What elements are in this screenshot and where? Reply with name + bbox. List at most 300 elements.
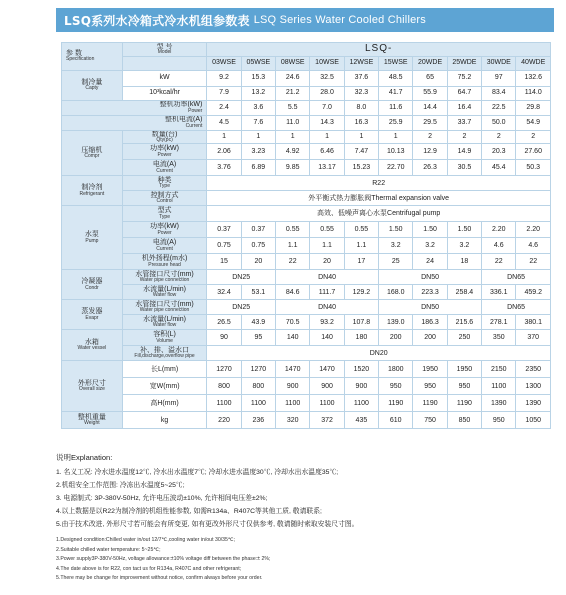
overall-size-label bbox=[62, 361, 123, 412]
table-row bbox=[62, 191, 551, 206]
dim-width-cell: 800 bbox=[241, 378, 275, 395]
tank-volume-cell: 95 bbox=[241, 330, 275, 346]
dim-height-cell: 1100 bbox=[310, 395, 344, 412]
ref-control-label-en: Control bbox=[156, 198, 173, 205]
table-row bbox=[62, 378, 551, 395]
comp-power-cell: 27.60 bbox=[516, 144, 551, 160]
cooling-kw-cell: 24.6 bbox=[276, 70, 310, 86]
tank-pipe-value: DN20 bbox=[207, 346, 551, 361]
table-row bbox=[62, 395, 551, 412]
ref-control-label-cn: 控制方式 bbox=[150, 191, 179, 199]
evaporator-flow-cell: 278.1 bbox=[482, 315, 516, 330]
cooling-kcal-cell: 83.4 bbox=[482, 86, 516, 100]
condenser-conn-label bbox=[122, 270, 207, 285]
cooling-kcal-cell: 64.7 bbox=[447, 86, 481, 100]
explanation-cn-line: 4.以上数据是以R22为制冷剂的机组性能参数, 如需R134a、R407C等其他工质, 敬请联系; bbox=[56, 508, 322, 515]
weight-cell: 850 bbox=[447, 412, 481, 429]
comp-current-cell: 6.89 bbox=[241, 160, 275, 176]
evaporator-flow-label-cn: 水流量(L/min) bbox=[143, 315, 186, 323]
cooling-kw-cell: 97 bbox=[482, 70, 516, 86]
condenser-flow-label bbox=[122, 285, 207, 300]
table-row bbox=[62, 270, 551, 285]
cooling-kw-cell: 65 bbox=[413, 70, 447, 86]
spec-header-en: Specification bbox=[66, 56, 95, 63]
comp-power-label-cn: 功率(kW) bbox=[150, 145, 179, 153]
dim-width-cell: 1300 bbox=[516, 378, 551, 395]
pump-current-label bbox=[122, 238, 207, 254]
pump-current-cell: 3.2 bbox=[447, 238, 481, 254]
total-current-label bbox=[62, 115, 207, 130]
total-current-cell: 25.9 bbox=[379, 115, 413, 130]
table-row bbox=[62, 43, 551, 57]
cooling-capacity-label bbox=[62, 70, 123, 100]
total-current-cell: 11.0 bbox=[276, 115, 310, 130]
table-row bbox=[62, 56, 551, 70]
evaporator-flow-cell: 43.9 bbox=[241, 315, 275, 330]
dim-length-label: 长L(mm) bbox=[122, 361, 207, 378]
pump-current-label-cn: 电流(A) bbox=[152, 239, 177, 247]
total-power-cell: 2.4 bbox=[207, 100, 241, 115]
total-current-label-cn: 整机电流(A) bbox=[165, 116, 203, 124]
table-row bbox=[62, 206, 551, 222]
dim-width-cell: 800 bbox=[207, 378, 241, 395]
ref-control-value: 外平衡式热力膨胀阀Thermal expansion valve bbox=[207, 191, 551, 206]
evaporator-label-cn: 蒸发器 bbox=[81, 308, 103, 316]
cooling-kw-cell: 48.5 bbox=[379, 70, 413, 86]
weight-cell: 1050 bbox=[516, 412, 551, 429]
explanation-en-line: 1.Designed condition:Chilled water in/out 12/7℃,cooling water in/out 30/35℃; bbox=[56, 537, 236, 543]
condenser-flow-cell: 336.1 bbox=[482, 285, 516, 300]
tank-pipe-label bbox=[122, 346, 207, 361]
cooling-kw-cell: 15.3 bbox=[241, 70, 275, 86]
weight-cell: 950 bbox=[482, 412, 516, 429]
cooling-kcal-cell: 7.9 bbox=[207, 86, 241, 100]
weight-label bbox=[62, 412, 123, 429]
evaporator-conn-value: DN40 bbox=[276, 300, 379, 315]
spec-header bbox=[62, 43, 123, 71]
weight-cell: 236 bbox=[241, 412, 275, 429]
pump-power-label-en: Power bbox=[157, 229, 172, 236]
table-row bbox=[62, 315, 551, 330]
comp-current-cell: 15.23 bbox=[344, 160, 378, 176]
overall-size-label-cn: 外形尺寸 bbox=[77, 379, 106, 387]
weight-cell: 750 bbox=[413, 412, 447, 429]
comp-qty-label-cn: 数量(台) bbox=[151, 130, 178, 138]
spec-table bbox=[61, 42, 551, 429]
evaporator-flow-cell: 26.5 bbox=[207, 315, 241, 330]
model-name: 25WDE bbox=[447, 56, 481, 70]
cooling-kcal-cell: 13.2 bbox=[241, 86, 275, 100]
comp-current-cell: 26.3 bbox=[413, 160, 447, 176]
cooling-kcal-cell: 55.9 bbox=[413, 86, 447, 100]
pump-power-cell: 0.37 bbox=[207, 222, 241, 238]
total-current-label-en: Current bbox=[185, 122, 203, 129]
refrigerant-label-en: Refrigerant bbox=[79, 190, 105, 197]
comp-power-cell: 12.9 bbox=[413, 144, 447, 160]
condenser-conn-value: DN40 bbox=[276, 270, 379, 285]
total-power-label bbox=[62, 100, 207, 115]
model-name: 05WSE bbox=[241, 56, 275, 70]
refrigerant-label-cn: 制冷剂 bbox=[81, 184, 103, 192]
total-current-cell: 4.5 bbox=[207, 115, 241, 130]
dim-height-label: 高H(mm) bbox=[122, 395, 207, 412]
condenser-flow-cell: 84.6 bbox=[276, 285, 310, 300]
weight-cell: 320 bbox=[276, 412, 310, 429]
dim-length-cell: 1270 bbox=[207, 361, 241, 378]
condenser-flow-cell: 129.2 bbox=[344, 285, 378, 300]
dim-width-cell: 900 bbox=[344, 378, 378, 395]
pump-current-cell: 3.2 bbox=[379, 238, 413, 254]
pump-current-cell: 4.6 bbox=[482, 238, 516, 254]
overall-size-label-en: Overall size bbox=[78, 386, 105, 393]
condenser-flow-cell: 168.0 bbox=[379, 285, 413, 300]
evaporator-conn-value: DN25 bbox=[207, 300, 276, 315]
dim-width-cell: 950 bbox=[379, 378, 413, 395]
unit-kg: kg bbox=[122, 412, 207, 429]
pump-current-label-en: Current bbox=[156, 245, 173, 252]
pump-power-cell: 1.50 bbox=[379, 222, 413, 238]
dim-length-cell: 1270 bbox=[241, 361, 275, 378]
pump-current-cell: 1.1 bbox=[310, 238, 344, 254]
ref-type-label-en: Type bbox=[159, 183, 170, 190]
evaporator-conn-value: DN65 bbox=[482, 300, 551, 315]
table-row bbox=[62, 70, 551, 86]
dim-height-cell: 1190 bbox=[413, 395, 447, 412]
dim-width-cell: 1100 bbox=[482, 378, 516, 395]
total-power-cell: 5.5 bbox=[276, 100, 310, 115]
total-power-label-en: Power bbox=[188, 107, 203, 114]
tank-volume-cell: 140 bbox=[276, 330, 310, 346]
comp-current-cell: 9.85 bbox=[276, 160, 310, 176]
condenser-flow-label-cn: 水流量(L/min) bbox=[143, 285, 186, 293]
pump-head-cell: 22 bbox=[482, 254, 516, 270]
evaporator-flow-label bbox=[122, 315, 207, 330]
tank-volume-cell: 140 bbox=[310, 330, 344, 346]
evaporator-flow-cell: 186.3 bbox=[413, 315, 447, 330]
weight-cell: 435 bbox=[344, 412, 378, 429]
pump-power-cell: 2.20 bbox=[516, 222, 551, 238]
evaporator-conn-label bbox=[122, 300, 207, 315]
condenser-conn-value: DN65 bbox=[482, 270, 551, 285]
cooling-kw-cell: 9.2 bbox=[207, 70, 241, 86]
model-name: 15WSE bbox=[379, 56, 413, 70]
total-current-cell: 54.9 bbox=[516, 115, 551, 130]
comp-power-cell: 7.47 bbox=[344, 144, 378, 160]
pump-type-label-en: Type bbox=[159, 213, 170, 220]
spec-table-body bbox=[62, 43, 551, 429]
table-row bbox=[62, 160, 551, 176]
total-power-cell: 16.4 bbox=[447, 100, 481, 115]
dim-width-label: 宽W(mm) bbox=[122, 378, 207, 395]
table-row bbox=[62, 330, 551, 346]
table-row bbox=[62, 254, 551, 270]
dim-length-cell: 1800 bbox=[379, 361, 413, 378]
explanation-en-line: 3.Power supply3P-380V-50Hz, voltage allowance:±10% voltage diff between the phase:± 2%; bbox=[56, 556, 271, 562]
tank-pipe-label-en: Fill,discharge,overflow pipe bbox=[134, 353, 195, 360]
condenser-flow-cell: 111.7 bbox=[310, 285, 344, 300]
dim-width-cell: 900 bbox=[276, 378, 310, 395]
comp-current-cell: 30.5 bbox=[447, 160, 481, 176]
explanation-cn bbox=[56, 466, 556, 531]
table-row bbox=[62, 115, 551, 130]
compressor-label-en: Compr bbox=[84, 152, 100, 159]
model-name: 08WSE bbox=[276, 56, 310, 70]
tank-volume-cell: 350 bbox=[482, 330, 516, 346]
pump-head-cell: 25 bbox=[379, 254, 413, 270]
pump-current-cell: 3.2 bbox=[413, 238, 447, 254]
ref-type-value: R22 bbox=[207, 176, 551, 191]
pump-head-cell: 18 bbox=[447, 254, 481, 270]
model-header-en: Model bbox=[157, 49, 172, 56]
comp-qty-cell: 2 bbox=[482, 130, 516, 144]
comp-power-cell: 2.06 bbox=[207, 144, 241, 160]
dim-height-cell: 1390 bbox=[482, 395, 516, 412]
table-row bbox=[62, 238, 551, 254]
condenser-flow-cell: 53.1 bbox=[241, 285, 275, 300]
condenser-label-en: Condr bbox=[85, 284, 99, 291]
pump-label-cn: 水泵 bbox=[84, 231, 99, 239]
total-power-cell: 8.0 bbox=[344, 100, 378, 115]
series-label: LSQ- bbox=[365, 43, 393, 55]
condenser-conn-value: DN50 bbox=[379, 270, 482, 285]
unit-kw: kW bbox=[122, 70, 207, 86]
explanation-cn-line: 2.机组安全工作范围: 冷冻出水温度5~25℃; bbox=[56, 482, 185, 489]
pump-head-cell: 22 bbox=[276, 254, 310, 270]
total-power-cell: 7.0 bbox=[310, 100, 344, 115]
cooling-kw-cell: 132.6 bbox=[516, 70, 551, 86]
series-header bbox=[207, 43, 551, 57]
comp-qty-cell: 1 bbox=[344, 130, 378, 144]
tank-volume-label bbox=[122, 330, 207, 346]
total-current-cell: 14.3 bbox=[310, 115, 344, 130]
cooling-kw-cell: 37.6 bbox=[344, 70, 378, 86]
comp-power-cell: 10.13 bbox=[379, 144, 413, 160]
unit-kcal: 10³kcal/hr bbox=[122, 86, 207, 100]
condenser-flow-cell: 32.4 bbox=[207, 285, 241, 300]
condenser-flow-cell: 258.4 bbox=[447, 285, 481, 300]
water-tank-label-en: Water vessel bbox=[77, 345, 107, 352]
dim-length-cell: 1950 bbox=[447, 361, 481, 378]
evaporator-label bbox=[62, 300, 123, 330]
dim-width-cell: 950 bbox=[413, 378, 447, 395]
pump-type-label bbox=[122, 206, 207, 222]
comp-power-cell: 6.46 bbox=[310, 144, 344, 160]
ref-control-label bbox=[122, 191, 207, 206]
table-row bbox=[62, 285, 551, 300]
dim-height-cell: 1100 bbox=[344, 395, 378, 412]
condenser-label-cn: 冷凝器 bbox=[81, 278, 103, 286]
pump-power-label bbox=[122, 222, 207, 238]
evaporator-label-en: Evapr bbox=[85, 314, 99, 321]
tank-volume-cell: 90 bbox=[207, 330, 241, 346]
table-row bbox=[62, 412, 551, 429]
comp-qty-cell: 1 bbox=[207, 130, 241, 144]
table-row bbox=[62, 300, 551, 315]
model-blank bbox=[122, 56, 207, 70]
comp-qty-cell: 1 bbox=[310, 130, 344, 144]
table-row bbox=[62, 86, 551, 100]
comp-qty-cell: 1 bbox=[379, 130, 413, 144]
water-tank-label-cn: 水箱 bbox=[84, 338, 99, 346]
comp-power-label bbox=[122, 144, 207, 160]
comp-current-cell: 13.17 bbox=[310, 160, 344, 176]
explanation-cn-line: 3. 电源制式: 3P-380V-50Hz, 允许电压波动±10%, 允许相间电压差±2%; bbox=[56, 495, 268, 502]
comp-qty-label-en: Qty(pc) bbox=[156, 136, 173, 143]
pump-current-cell: 1.1 bbox=[276, 238, 310, 254]
comp-power-cell: 14.9 bbox=[447, 144, 481, 160]
dim-length-cell: 1520 bbox=[344, 361, 378, 378]
explanation-en bbox=[56, 536, 556, 584]
dim-length-cell: 1470 bbox=[276, 361, 310, 378]
ref-type-label-cn: 种类 bbox=[157, 176, 172, 184]
pump-head-label-en: Pressure head bbox=[148, 261, 181, 268]
table-row bbox=[62, 144, 551, 160]
water-tank-label bbox=[62, 330, 123, 361]
condenser-conn-label-cn: 水管接口尺寸(mm) bbox=[135, 270, 194, 278]
weight-cell: 610 bbox=[379, 412, 413, 429]
comp-power-cell: 3.23 bbox=[241, 144, 275, 160]
model-header-cn: 型 号 bbox=[156, 43, 173, 50]
condenser-flow-cell: 223.3 bbox=[413, 285, 447, 300]
weight-cell: 372 bbox=[310, 412, 344, 429]
table-row bbox=[62, 346, 551, 361]
pump-power-cell: 0.55 bbox=[344, 222, 378, 238]
comp-power-cell: 4.92 bbox=[276, 144, 310, 160]
model-header bbox=[122, 43, 207, 57]
total-current-cell: 16.3 bbox=[344, 115, 378, 130]
model-name: 12WSE bbox=[344, 56, 378, 70]
compressor-label-cn: 压缩机 bbox=[81, 146, 103, 154]
table-row bbox=[62, 100, 551, 115]
model-name: 30WDE bbox=[482, 56, 516, 70]
pump-type-label-cn: 型式 bbox=[157, 207, 172, 215]
pump-current-cell: 0.75 bbox=[207, 238, 241, 254]
spec-header-cn: 参 数 bbox=[66, 50, 82, 57]
total-power-cell: 29.8 bbox=[516, 100, 551, 115]
cooling-kcal-cell: 32.3 bbox=[344, 86, 378, 100]
comp-qty-label bbox=[122, 130, 207, 144]
evaporator-conn-label-en: Water pipe connection bbox=[139, 307, 190, 314]
pump-type-value: 高效、低噪声离心水泵Centrifugal pump bbox=[207, 206, 551, 222]
title-en: LSQ Series Water Cooled Chillers bbox=[253, 14, 426, 26]
tank-volume-cell: 200 bbox=[379, 330, 413, 346]
compressor-label bbox=[62, 130, 123, 176]
table-title-bar bbox=[56, 8, 554, 32]
dim-length-cell: 1950 bbox=[413, 361, 447, 378]
table-row bbox=[62, 176, 551, 191]
total-power-label-cn: 整机功率(kW) bbox=[159, 101, 203, 109]
explanation-title: 说明Explanation: bbox=[56, 453, 113, 462]
pump-current-cell: 1.1 bbox=[344, 238, 378, 254]
condenser-label bbox=[62, 270, 123, 300]
pump-power-cell: 0.55 bbox=[276, 222, 310, 238]
cooling-kw-cell: 75.2 bbox=[447, 70, 481, 86]
total-power-cell: 14.4 bbox=[413, 100, 447, 115]
comp-qty-cell: 2 bbox=[413, 130, 447, 144]
pump-power-cell: 0.37 bbox=[241, 222, 275, 238]
comp-qty-cell: 2 bbox=[447, 130, 481, 144]
model-name: 10WSE bbox=[310, 56, 344, 70]
tank-volume-cell: 250 bbox=[447, 330, 481, 346]
pump-current-cell: 0.75 bbox=[241, 238, 275, 254]
cooling-kcal-cell: 114.0 bbox=[516, 86, 551, 100]
pump-power-cell: 0.55 bbox=[310, 222, 344, 238]
evaporator-flow-cell: 70.5 bbox=[276, 315, 310, 330]
pump-head-cell: 24 bbox=[413, 254, 447, 270]
pump-power-cell: 1.50 bbox=[413, 222, 447, 238]
explanation-en-line: 4.The date above is for R22, con tact us for R134a, R407C and other refrigerant; bbox=[56, 565, 242, 572]
evaporator-flow-cell: 139.0 bbox=[379, 315, 413, 330]
comp-qty-cell: 2 bbox=[516, 130, 551, 144]
comp-current-cell: 45.4 bbox=[482, 160, 516, 176]
dim-height-cell: 1190 bbox=[379, 395, 413, 412]
cooling-kw-cell: 32.5 bbox=[310, 70, 344, 86]
comp-qty-cell: 1 bbox=[276, 130, 310, 144]
condenser-flow-label-en: Water flow bbox=[152, 292, 177, 299]
cooling-capacity-label-cn: 制冷量 bbox=[81, 78, 103, 86]
explanation-cn-line: 1. 名义工况: 冷水进水温度12℃, 冷水出水温度7℃; 冷却水进水温度30℃, 冷却水出水温度35℃; bbox=[56, 469, 339, 476]
title-cn: LSQ系列水冷箱式冷水机组参数表 bbox=[64, 13, 250, 28]
total-current-cell: 29.5 bbox=[413, 115, 447, 130]
dim-width-cell: 900 bbox=[310, 378, 344, 395]
evaporator-conn-value: DN50 bbox=[379, 300, 482, 315]
pump-head-cell: 17 bbox=[344, 254, 378, 270]
table-row bbox=[62, 130, 551, 144]
total-current-cell: 7.6 bbox=[241, 115, 275, 130]
pump-head-cell: 20 bbox=[310, 254, 344, 270]
table-row bbox=[62, 361, 551, 378]
condenser-flow-cell: 459.2 bbox=[516, 285, 551, 300]
tank-pipe-label-cn: 补、排、溢水口 bbox=[140, 346, 190, 354]
pump-head-cell: 22 bbox=[516, 254, 551, 270]
evaporator-flow-label-en: Water flow bbox=[152, 322, 177, 329]
pump-power-cell: 1.50 bbox=[447, 222, 481, 238]
total-power-cell: 22.5 bbox=[482, 100, 516, 115]
comp-current-cell: 50.3 bbox=[516, 160, 551, 176]
pump-current-cell: 4.6 bbox=[516, 238, 551, 254]
cooling-kcal-cell: 28.0 bbox=[310, 86, 344, 100]
pump-label-en: Pump bbox=[85, 237, 99, 244]
total-power-cell: 11.6 bbox=[379, 100, 413, 115]
comp-current-label-en: Current bbox=[156, 167, 173, 174]
evaporator-flow-cell: 107.8 bbox=[344, 315, 378, 330]
comp-power-cell: 20.3 bbox=[482, 144, 516, 160]
tank-volume-label-cn: 容积(L) bbox=[153, 331, 176, 339]
total-current-cell: 33.7 bbox=[447, 115, 481, 130]
tank-volume-cell: 180 bbox=[344, 330, 378, 346]
model-name: 03WSE bbox=[207, 56, 241, 70]
explanation-en-line: 5.There may be change for improvement without notice, confirm always before your order. bbox=[56, 575, 263, 581]
dim-height-cell: 1100 bbox=[241, 395, 275, 412]
explanation-en-line: 2.Suitable chilled water temperature: 5~25℃; bbox=[56, 546, 161, 553]
pump-label bbox=[62, 206, 123, 270]
pump-head-cell: 20 bbox=[241, 254, 275, 270]
dim-length-cell: 2350 bbox=[516, 361, 551, 378]
condenser-conn-label-en: Water pipe connection bbox=[139, 277, 190, 284]
condenser-conn-value: DN25 bbox=[207, 270, 276, 285]
tank-volume-cell: 200 bbox=[413, 330, 447, 346]
pump-head-cell: 15 bbox=[207, 254, 241, 270]
table-row bbox=[62, 222, 551, 238]
evaporator-flow-cell: 380.1 bbox=[516, 315, 551, 330]
dim-height-cell: 1100 bbox=[276, 395, 310, 412]
pump-power-cell: 2.20 bbox=[482, 222, 516, 238]
model-name: 40WDE bbox=[516, 56, 551, 70]
comp-current-label bbox=[122, 160, 207, 176]
cooling-kcal-cell: 21.2 bbox=[276, 86, 310, 100]
tank-volume-cell: 370 bbox=[516, 330, 551, 346]
explanation-cn-line: 5.由于技术改进, 外形尺寸若可能会有所变更, 如有更改外形尺寸仅供参考, 敬请随时索取安装尺寸图。 bbox=[56, 521, 359, 528]
